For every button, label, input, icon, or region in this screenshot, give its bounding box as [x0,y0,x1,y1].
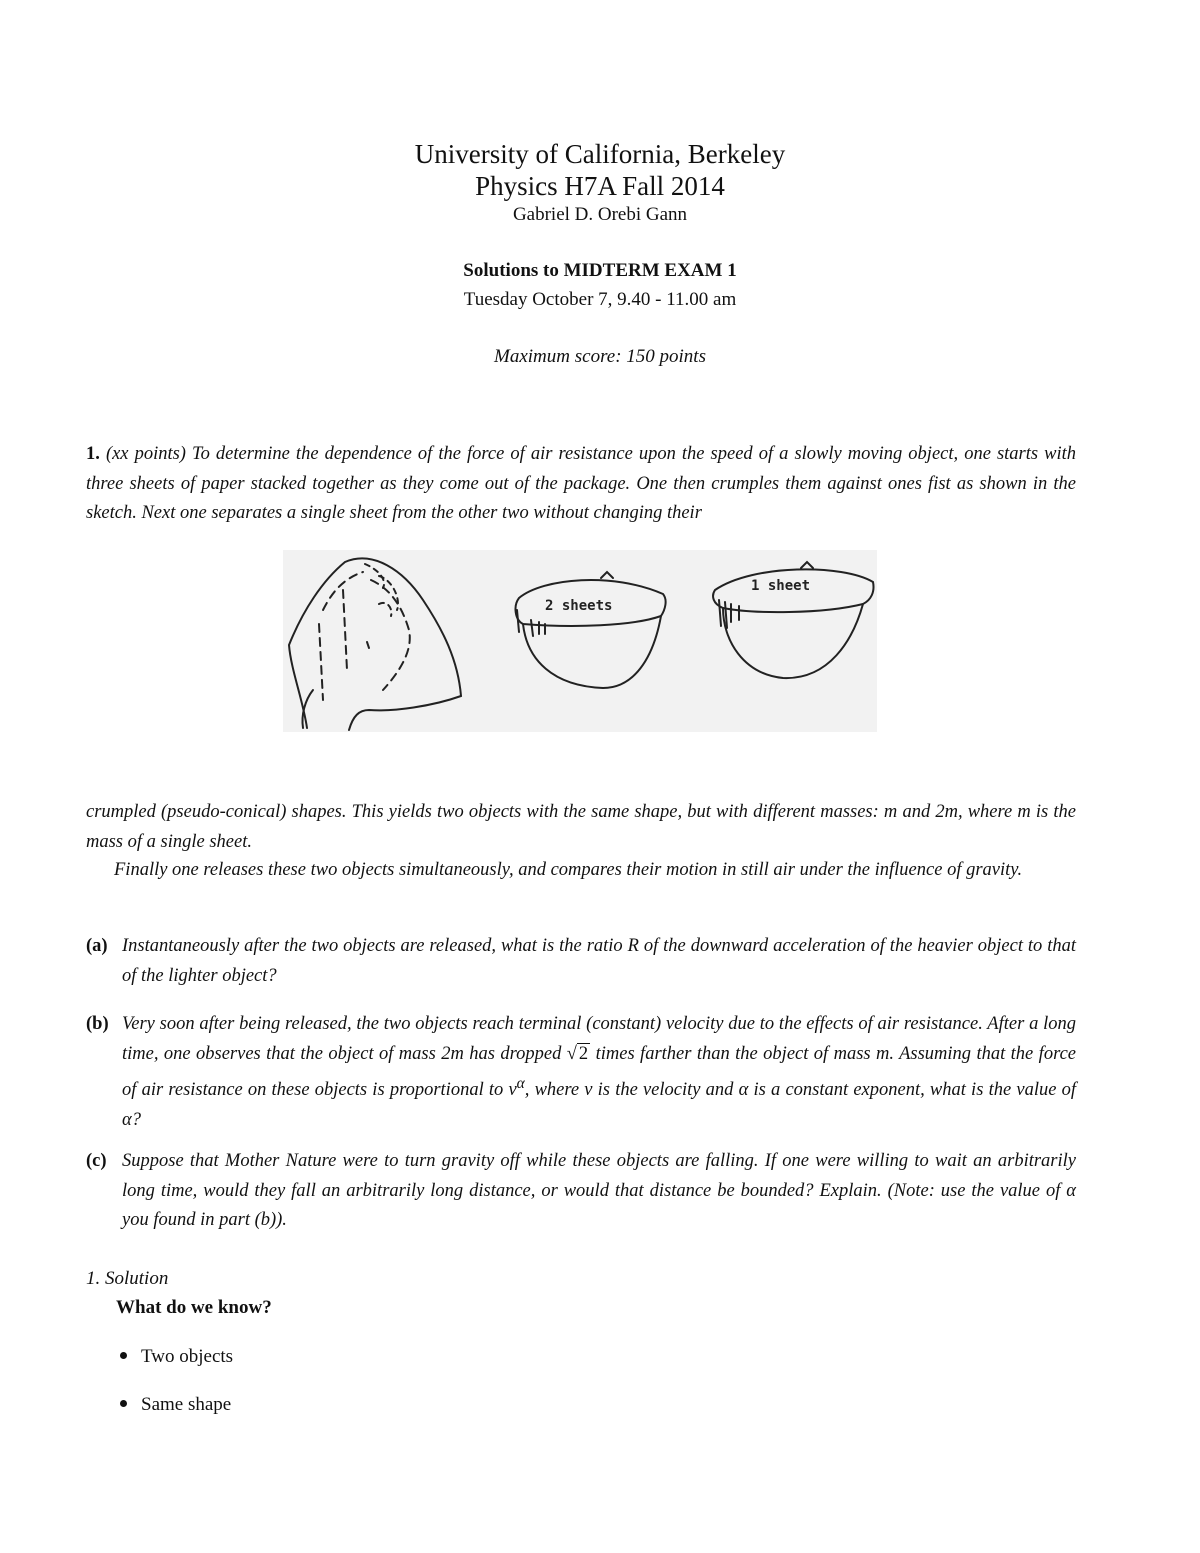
list-item-text: Same shape [141,1394,232,1415]
instructor-name: Gabriel D. Orebi Gann [512,204,688,225]
part-c-text: Suppose that Mother Nature were to turn gravity off while these objects are falling. If one were willing to wait an arbitrarily long time, would they fall an arbitrarily long distance, or would that distance be bounded? Explain. (Note: use the value of α you found in part (b)). [122,1151,1076,1230]
solution-heading: 1. Solution [86,1268,169,1289]
part-a-label: (a) [86,936,108,956]
part-c [86,1147,1076,1236]
part-a [86,932,1076,991]
part-b-text-3: , where v is the velocity and α is a constant exponent, what is the value of α? [122,1080,1076,1130]
course-title: Physics H7A Fall 2014 [475,171,725,201]
sketch-label-2-sheets: 2 sheets [545,598,613,614]
sqrt-radicand: 2 [578,1043,589,1064]
problem-intro-text: (xx points) To determine the dependence of the force of air resistance upon the speed of a slowly moving object, one starts with three sheets of paper stacked together as they come out of the package. One then crumples them against ones fist as shown in the sketch. Next one separates a single sheet from the other two without changing their [86,444,1076,523]
crumpled-paper-sketch [283,550,877,732]
part-b-text [86,1010,1076,1135]
list-item-text: Two objects [141,1346,234,1367]
list-item [120,1346,233,1368]
part-c-label: (c) [86,1151,107,1171]
exponent-alpha: α [516,1075,525,1092]
part-b-text-1: Very soon after being released, the two objects reach terminal (constant) velocity due to the effects of air resistance. After a long time, one observes that the object of mass 2m has dropped [122,1014,1076,1064]
problem-continuation: crumpled (pseudo-conical) shapes. This yields two objects with the same shape, but with different masses: m and 2m, where m is the mass of a single sheet. [86,802,1076,852]
sqrt-symbol: √ 2 [566,1043,589,1064]
exam-title: Solutions to MIDTERM EXAM 1 [463,260,737,281]
bullet-icon [120,1400,127,1407]
solution-subheading: What do we know? [116,1297,272,1318]
part-b-label: (b) [86,1014,109,1034]
sketch-label-1-sheet: 1 sheet [751,578,811,594]
part-b [86,1010,1076,1135]
part-b-text-2: times farther than the object of mass m. Assuming that the force of air resistance on these objects is proportional to v [122,1043,1076,1101]
list-item [120,1394,231,1416]
problem-finally: Finally one releases these two objects simultaneously, and compares their motion in still air under the influence of gravity. [114,860,1023,880]
max-score: Maximum score: 150 points [494,346,706,367]
bullet-icon [120,1352,127,1359]
exam-date: Tuesday October 7, 9.40 - 11.00 am [463,289,737,310]
university-name: University of California, Berkeley [414,139,786,169]
part-a-text: Instantaneously after the two objects are released, what is the ratio R of the downward acceleration of the heavier object to that of the lighter object? [122,936,1076,986]
problem-number: 1. [86,444,100,464]
problem-intro [86,440,1076,529]
sketch-drawing [283,550,877,732]
